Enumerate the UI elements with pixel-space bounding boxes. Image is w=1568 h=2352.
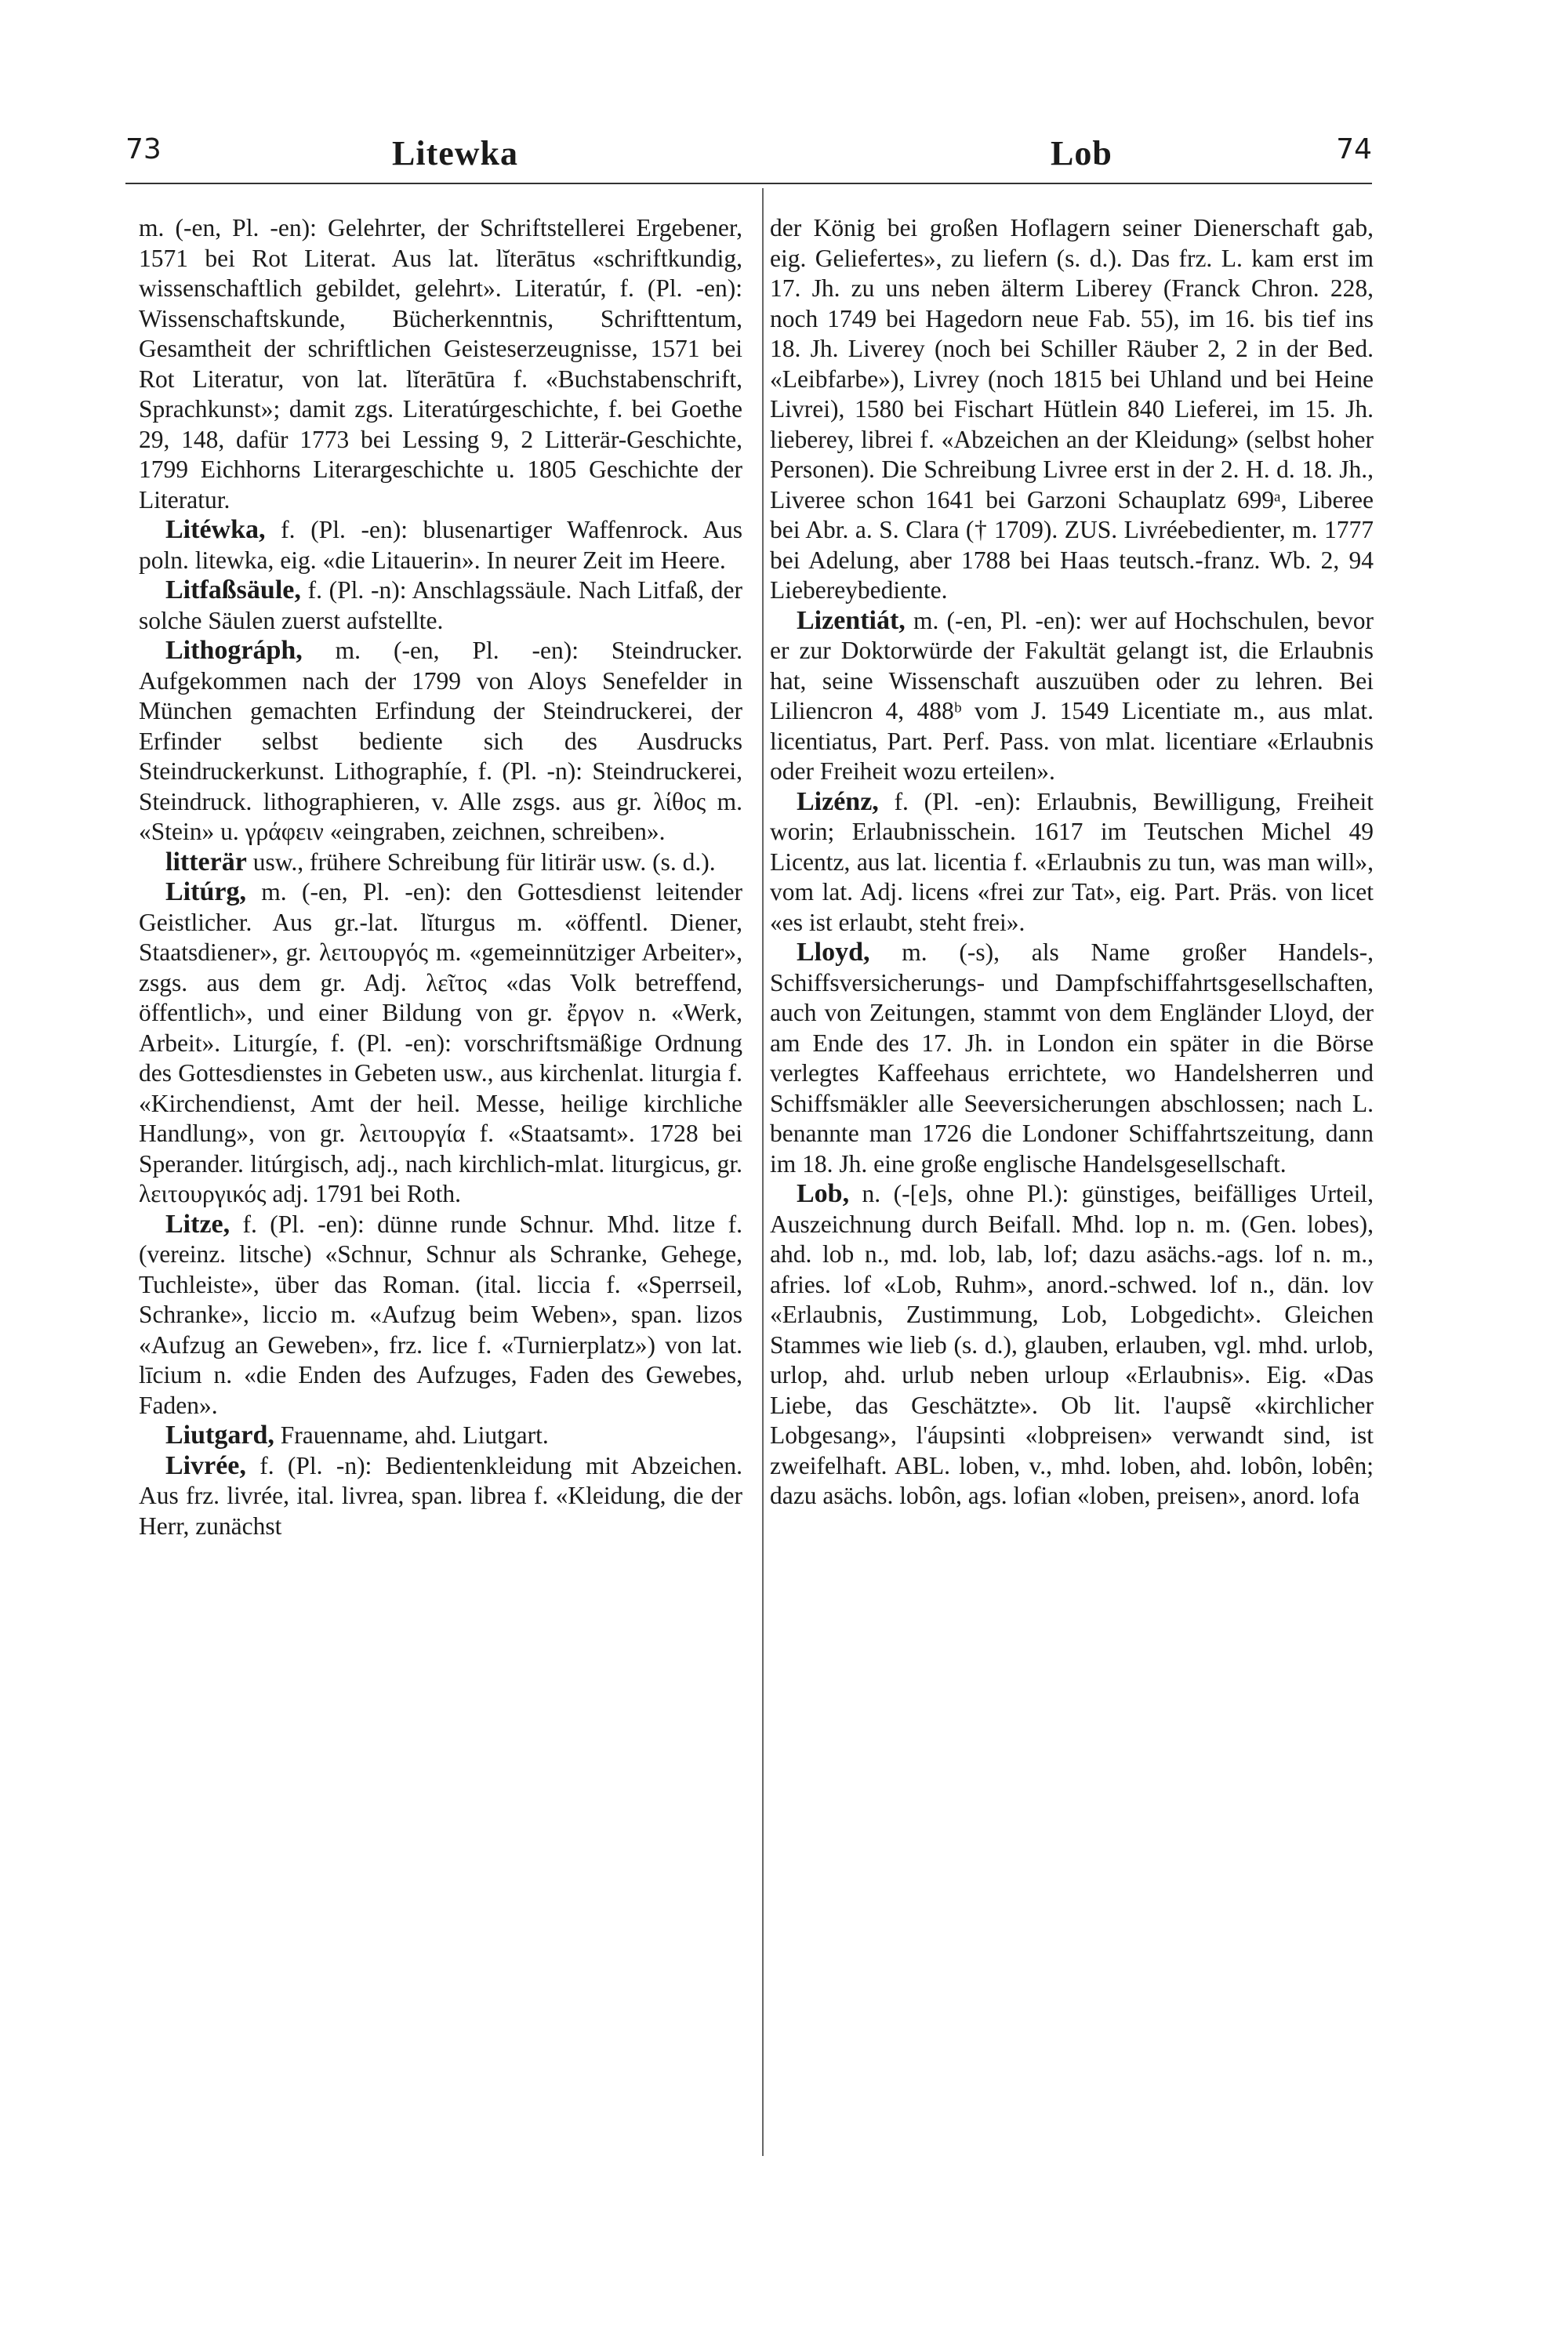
dictionary-entry xyxy=(770,606,1374,787)
entry-headword: Lob, xyxy=(797,1179,850,1208)
entry-continuation xyxy=(139,213,742,515)
dictionary-entry xyxy=(139,1421,742,1451)
entry-headword: Livrée, xyxy=(165,1450,246,1480)
entry-text: f. (Pl. -en): dünne runde Schnur. Mhd. litze f. (vereinz. litsche) «Schnur, Schnur als Schranke, Gehege, Tuchleiste», über das Roman. (ital. liccia f. «Sperrseil, Schranke», liccio m. «Aufzug beim Weben», span. lizos «Aufzug an Geweben», frz. lice f. «Turnierplatz») von lat. līcium n. «die Enden des Aufzuges, Faden des Gewebes, Faden». xyxy=(139,1210,742,1419)
entry-text: m. (-en, Pl. -en): wer auf Hochschulen, bevor er zur Doktorwürde der Fakultät gelangt ist, die Erlaubnis hat, seine Wissenschaft auszuüben oder zu lehren. Bei Liliencron 4, 488ᵇ vom J. 1549 Licentiate m., aus mlat. licentiatus, Part. Perf. Pass. von mlat. licentiare «Erlaubnis oder Freiheit wozu erteilen». xyxy=(770,606,1374,785)
running-head-right: Lob xyxy=(1051,134,1112,172)
entry-continuation xyxy=(770,213,1374,606)
entry-text: f. (Pl. -n): Bedientenkleidung mit Abzeichen. Aus frz. livrée, ital. livrea, span. librea f. «Kleidung, die der Herr, zunächst xyxy=(139,1451,742,1540)
dictionary-entry xyxy=(139,1451,742,1542)
entry-text: f. (Pl. -en): blusenartiger Waffenrock. Aus poln. litewka, eig. «die Litauerin». In neurer Zeit im Heere. xyxy=(139,516,742,574)
header-rule xyxy=(125,183,1372,184)
entry-headword: Lizentiát, xyxy=(797,605,906,635)
entry-headword: Litéwka, xyxy=(165,515,266,544)
entry-text: m. (-en, Pl. -en): Gelehrter, der Schriftstellerei Ergebener, 1571 bei Rot Literat. Aus lat. lĭterātus «schriftkundig, wissenschaftlich gebildet, gelehrt». Literatúr, f. (Pl. -en): Wissenschaftskunde, Bücherkenntnis, Schrifttentum, Gesamtheit der schriftlichen Geisteserzeugnisse, 1571 bei Rot Literatur, von lat. lĭterātūra f. «Buchstabenschrift, Sprachkunst»; damit zgs. Literatúrgeschichte, f. bei Goethe 29, 148, dafür 1773 bei Lessing 9, 2 Litterär-Geschichte, 1799 Eichhorns Literargeschichte u. 1805 Geschichte der Literatur. xyxy=(139,214,742,514)
entry-headword: litterär xyxy=(165,847,247,877)
entry-headword: Litze, xyxy=(165,1209,230,1239)
entry-headword: Liutgard, xyxy=(165,1421,274,1450)
entry-headword: Litfaßsäule, xyxy=(165,575,301,604)
entry-text: Frauenname, ahd. Liutgart. xyxy=(274,1421,549,1449)
page-number-left: 73 xyxy=(125,133,162,165)
entry-headword: Lloyd, xyxy=(797,938,870,967)
page-number-right: 74 xyxy=(1336,133,1372,165)
entry-text: usw., frühere Schreibung für litirär usw. (s. d.). xyxy=(246,848,716,876)
entry-headword: Lithográph, xyxy=(165,636,303,665)
left-column xyxy=(139,213,742,1541)
entry-headword: Lizénz, xyxy=(797,786,879,816)
page-header xyxy=(125,133,1372,188)
entry-text: m. (-en, Pl. -en): Steindrucker. Aufgekommen nach der 1799 von Aloys Senefelder in München gemachten Erfindung der Steindruckerei, der Erfinder selbst bediente sich des Ausdrucks Steindruckerkunst. Lithographíe, f. (Pl. -n): Steindruckerei, Steindruck. lithographieren, v. Alle zsgs. aus gr. λίθος m. «Stein» u. γράφειν «eingraben, zeichnen, schreiben». xyxy=(139,637,742,845)
dictionary-entry xyxy=(139,575,742,636)
entry-text: der König bei großen Hoflagern seiner Dienerschaft gab, eig. Geliefertes», zu liefern (s. d.). Das frz. L. kam erst im 17. Jh. zu uns neben älterm Liberey (Franck Chron. 228, noch 1749 bei Hagedorn neue Fab. 55), im 16. bis tief ins 18. Jh. Liverey (noch bei Schiller Räuber 2, 2 in der Bed. «Leibfarbe»), Livrey (noch 1815 bei Uhland und bei Heine Livrei), 1580 bei Fischart Hütlein 840 Lieferei, im 15. Jh. lieberey, librei f. «Abzeichen an der Kleidung» (selbst hoher Personen). Die Schreibung Livree erst in der 2. H. d. 18. Jh., Liveree schon 1641 bei Garzoni Schauplatz 699ᵃ, Liberee bei Abr. a. S. Clara († 1709). ZUS. Livréebedienter, m. 1777 bei Adelung, aber 1788 bei Haas teutsch.-franz. Wb. 2, 94 Liebereybediente. xyxy=(770,214,1374,604)
dictionary-entry xyxy=(139,848,742,878)
running-head-left: Litewka xyxy=(392,134,518,172)
dictionary-entry xyxy=(770,1179,1374,1512)
dictionary-entry xyxy=(139,515,742,575)
dictionary-entry xyxy=(139,1210,742,1421)
entry-text: f. (Pl. -n): Anschlagssäule. Nach Litfaß, der solche Säulen zuerst aufstellte. xyxy=(139,576,742,634)
entry-text: m. (-s), als Name großer Handels-, Schiffsversicherungs- und Dampfschiffahrtsgesellschaften, auch von Zeitungen, stammt von dem Engländer Lloyd, der am Ende des 17. Jh. in London ein später in die Börse verlegtes Kaffeehaus errichtete, wo Handelsherren und Schiffsmäkler alle Seeversicherungen abschlossen; nach L. benannte man 1726 die Londoner Schiffahrtszeitung, dann im 18. Jh. eine große englische Handelsgesellschaft. xyxy=(770,938,1374,1178)
entry-headword: Litúrg, xyxy=(165,877,246,906)
entry-text: n. (-[e]s, ohne Pl.): günstiges, beifälliges Urteil, Auszeichnung durch Beifall. Mhd. lop n. m. (Gen. lobes), ahd. lob n., md. lob, lab, lof; dazu asächs.-ags. lof n. m., afries. lof «Lob, Ruhm», anord.-schwed. lof n., dän. lov «Erlaubnis, Zustimmung, Lob, Lobgedicht». Gleichen Stammes wie lieb (s. d.), glauben, erlauben, vgl. mhd. urlob, urlop, ahd. urlub neben urloup «Erlaubnis». Eig. «Das Liebe, das Geschätzte». Ob lit. l'aupsẽ «kirchlicher Lobgesang», l'áupsinti «lobpreisen» verwandt sind, ist zweifelhaft. ABL. loben, v., mhd. loben, ahd. lobôn, lobên; dazu asächs. lobôn, ags. lofian «loben, preisen», anord. lofa xyxy=(770,1180,1374,1509)
dictionary-entry xyxy=(770,787,1374,938)
entry-text: m. (-en, Pl. -en): den Gottesdienst leitender Geistlicher. Aus gr.-lat. lĭturgus m. «öffentl. Diener, Staatsdiener», gr. λειτουργός m. «gemeinnütziger Arbeiter», zsgs. aus dem gr. Adj. λεῖτος «das Volk betreffend, öffentlich», und einer Bildung von gr. ἔργον n. «Werk, Arbeit». Liturgíe, f. (Pl. -en): vorschriftsmäßige Ordnung des Gottesdienstes in Gebeten usw., aus kirchenlat. liturgia f. «Kirchendienst, Amt der heil. Messe, heilige kirchliche Handlung», von gr. λειτουργία f. «Staatsamt». 1728 bei Sperander. litúrgisch, adj., nach kirchlich-mlat. liturgicus, gr. λειτουργικός adj. 1791 bei Roth. xyxy=(139,878,742,1207)
right-column xyxy=(770,213,1374,1512)
dictionary-entry xyxy=(770,938,1374,1179)
entry-text: f. (Pl. -en): Erlaubnis, Bewilligung, Freiheit worin; Erlaubnisschein. 1617 im Teutschen Michel 49 Licentz, aus lat. licentia f. «Erlaubnis zu tun, was man will», vom lat. Adj. licens «frei zur Tat», eig. Part. Präs. von licet «es ist erlaubt, steht frei». xyxy=(770,787,1374,936)
dictionary-entry xyxy=(139,636,742,848)
column-divider xyxy=(762,188,764,2156)
dictionary-entry xyxy=(139,877,742,1210)
